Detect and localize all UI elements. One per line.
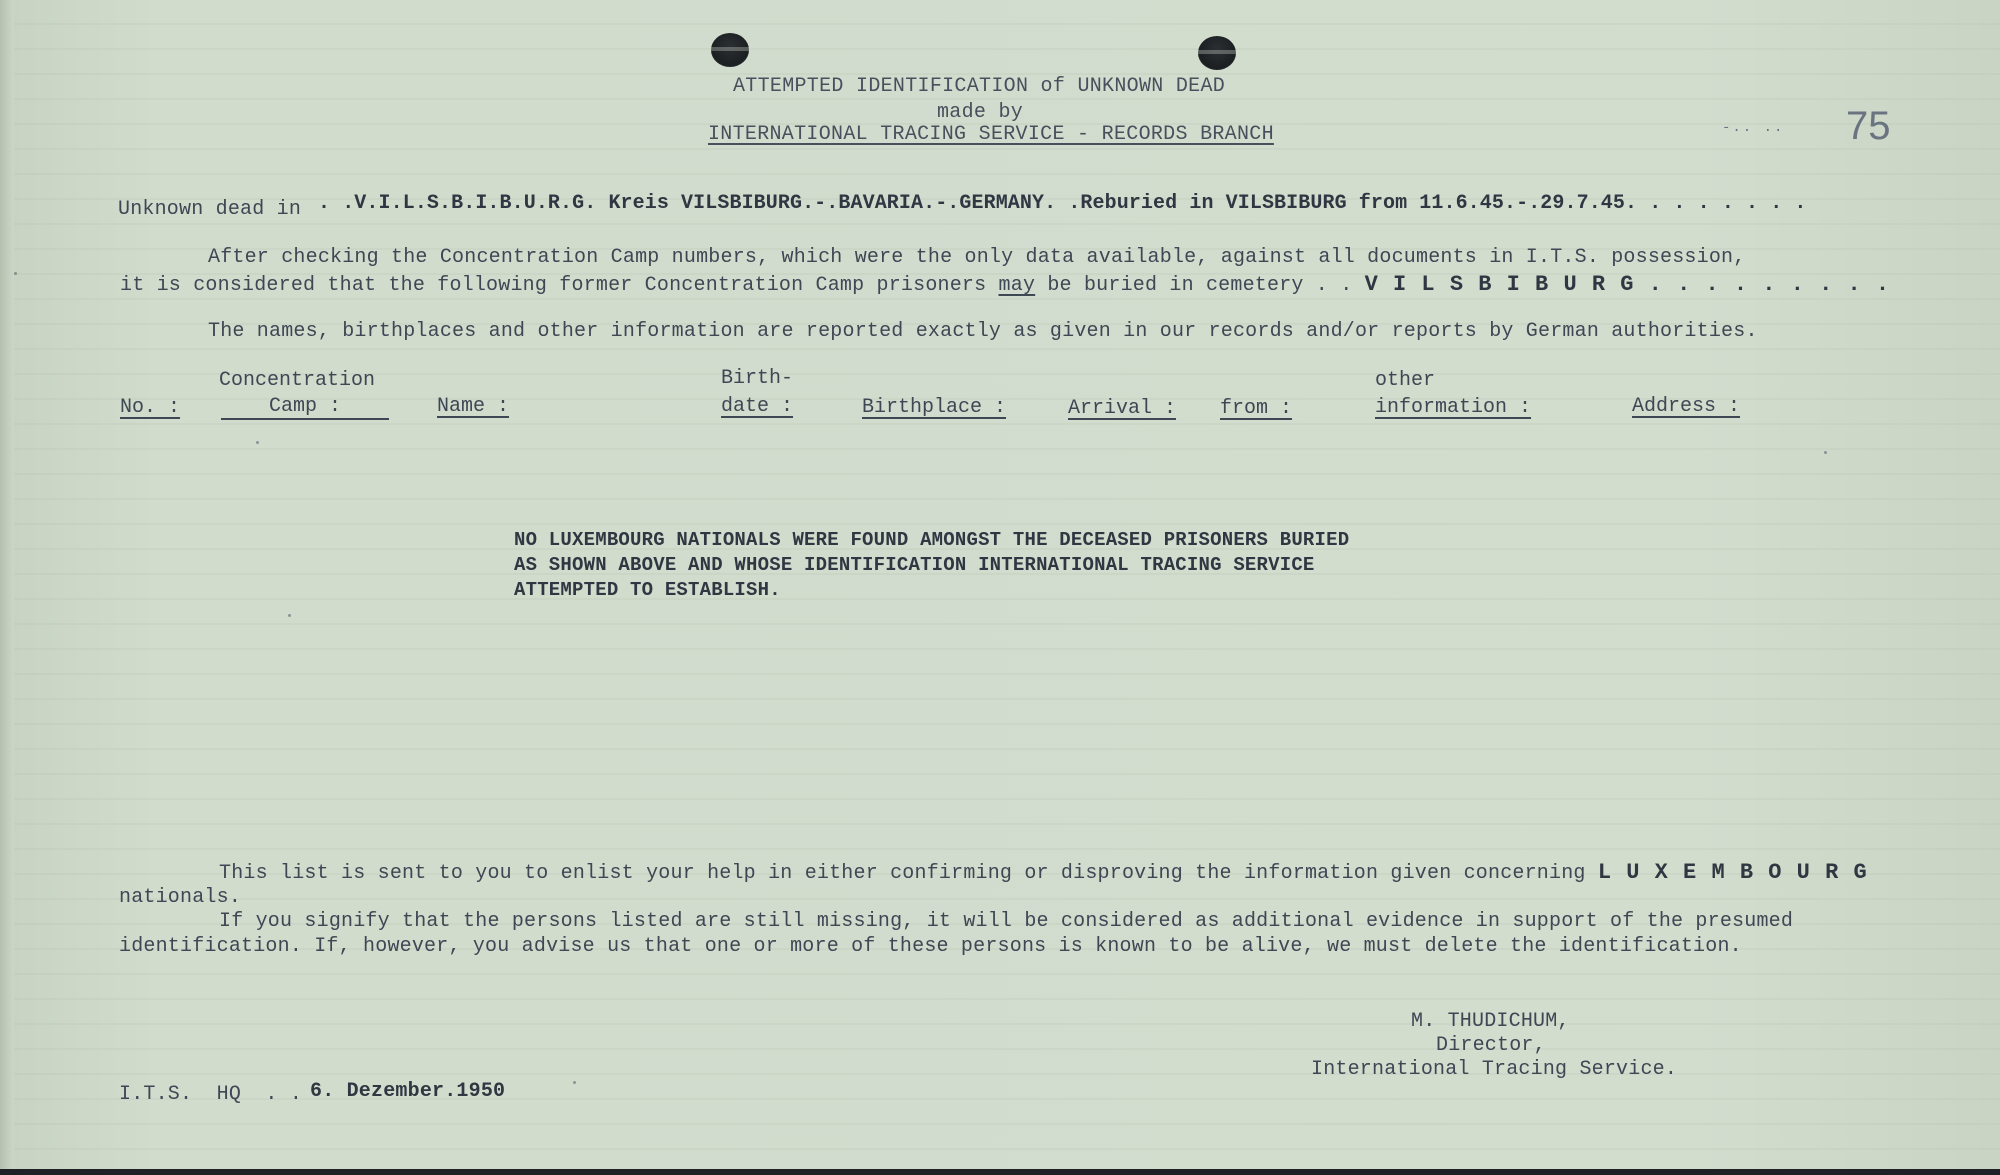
left-edge — [0, 0, 14, 1175]
notice-line-3: ATTEMPTED TO ESTABLISH. — [514, 579, 781, 601]
notice-line-2: AS SHOWN ABOVE AND WHOSE IDENTIFICATION INTERNATIONAL TRACING SERVICE — [514, 554, 1315, 576]
paper-speck — [288, 614, 291, 617]
footer-p1-line-2: nationals. — [119, 886, 242, 909]
col-camp: Camp : — [221, 395, 389, 420]
paper-speck — [1824, 451, 1827, 454]
intro-line-1: After checking the Concentration Camp numbers, which were the only data available, against all documents in I.T.S. possession, — [208, 246, 1746, 269]
footer-p1-text: This list is sent to you to enlist your help in either confirming or disproving the information given concerning — [219, 862, 1586, 885]
col-other-top: other — [1375, 369, 1436, 392]
footer-country: L U X E M B O U R G — [1597, 860, 1868, 885]
col-birthdate: date : — [721, 395, 794, 418]
intro-line-2-prefix: it is considered that the following former Concentration Camp prisoners — [120, 274, 987, 297]
col-birthplace: Birthplace : — [862, 396, 1007, 419]
page-marks: -.. .. — [1722, 120, 1785, 136]
signature-name: M. THUDICHUM, — [1411, 1010, 1570, 1033]
intro-line-3: The names, birthplaces and other information are reported exactly as given in our records and/or reports by German authorities. — [208, 320, 1758, 343]
punch-hole-left — [711, 33, 749, 67]
organization-line: INTERNATIONAL TRACING SERVICE - RECORDS BRANCH — [708, 123, 1274, 146]
col-no: No. : — [120, 396, 181, 419]
intro-may: may — [998, 274, 1036, 297]
signature-title: Director, — [1436, 1034, 1546, 1057]
scan-bottom-edge — [0, 1169, 2000, 1175]
dateline-date: 6. Dezember.1950 — [310, 1080, 506, 1103]
col-arrival: Arrival : — [1068, 397, 1177, 420]
paper-speck — [573, 1081, 576, 1084]
col-other-information: information : — [1375, 396, 1532, 419]
dateline-prefix: I.T.S. HQ . . — [119, 1083, 303, 1106]
paper-speck — [14, 272, 17, 275]
page-number: 75 — [1846, 104, 1891, 148]
footer-p1-line-1 — [219, 860, 1868, 885]
punch-hole-right — [1198, 36, 1236, 70]
footer-p2-line-2: identification. If, however, you advise us that one or more of these persons is known to be alive, we must delete the identification. — [119, 935, 1742, 958]
document-title: ATTEMPTED IDENTIFICATION of UNKNOWN DEAD — [733, 75, 1226, 98]
signature-org: International Tracing Service. — [1311, 1058, 1678, 1081]
col-birth-top: Birth- — [721, 367, 794, 390]
made-by-line: made by — [937, 101, 1024, 124]
footer-p2-line-1: If you signify that the persons listed are still missing, it will be considered as additional evidence in support of the presumed — [219, 910, 1794, 933]
col-camp-top: Concentration — [219, 369, 376, 392]
paper-speck — [256, 441, 259, 444]
col-from: from : — [1220, 397, 1293, 420]
location-label: Unknown dead in — [118, 198, 302, 221]
col-name: Name : — [437, 395, 510, 418]
notice-line-1: NO LUXEMBOURG NATIONALS WERE FOUND AMONGST THE DECEASED PRISONERS BURIED — [514, 529, 1350, 551]
intro-line-2 — [120, 272, 1890, 297]
cemetery-name: V I L S B I B U R G . . . . . . . . . — [1364, 272, 1891, 297]
intro-line-2-mid: be buried in cemetery . . — [1047, 274, 1353, 297]
location-value: . .V.I.L.S.B.I.B.U.R.G. Kreis VILSBIBURG.-.BAVARIA.-.GERMANY. .Reburied in VILSBIBURG from 11.6.45.-.29.7.45. . . . . . . . — [318, 192, 1807, 215]
col-address: Address : — [1632, 395, 1741, 418]
